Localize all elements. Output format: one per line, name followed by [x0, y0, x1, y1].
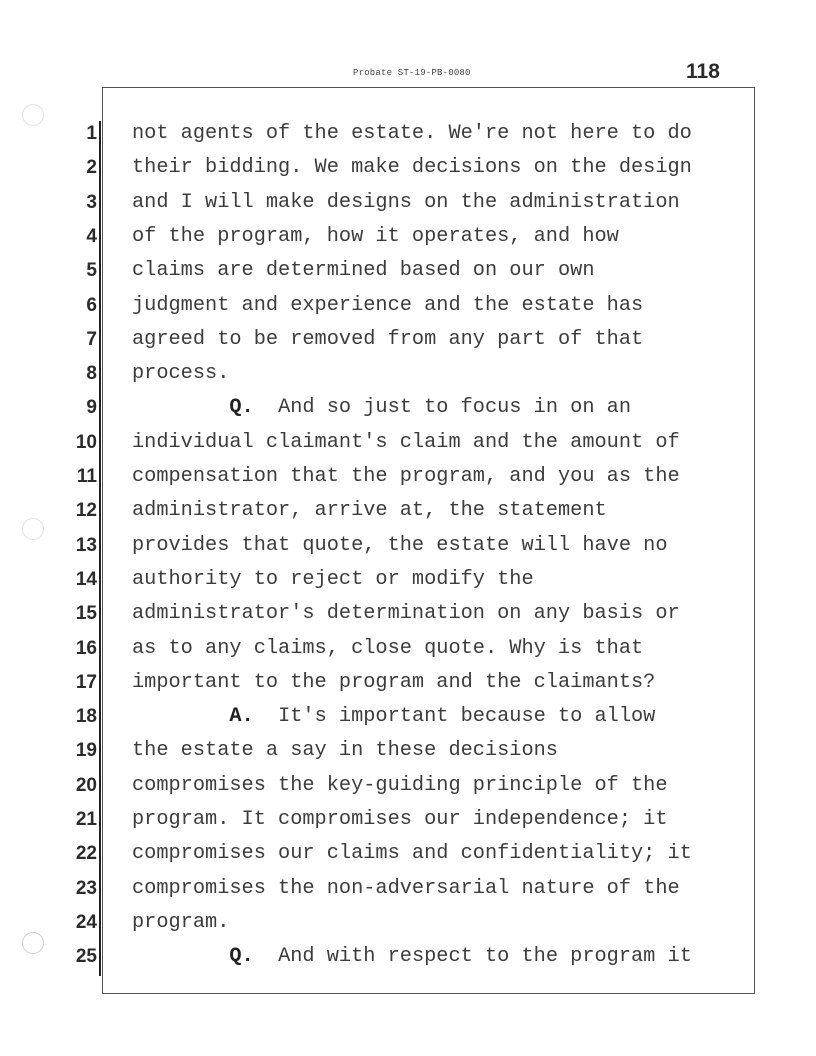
- transcript-line: [132, 632, 752, 666]
- line-text: And with respect to the program it: [278, 945, 692, 968]
- line-text: and I will make designs on the administration: [132, 191, 680, 214]
- line-text: important to the program and the claimants?: [132, 671, 656, 694]
- line-number: 18: [75, 706, 97, 727]
- line-text: And so just to focus in on an: [278, 396, 632, 419]
- line-number: 24: [75, 912, 97, 933]
- transcript-line: [132, 769, 752, 803]
- transcript-line: [132, 323, 752, 357]
- qa-gap: [254, 705, 278, 728]
- line-number: 12: [75, 500, 97, 521]
- line-number: 15: [75, 603, 97, 624]
- line-text: administrator, arrive at, the statement: [132, 499, 607, 522]
- line-text: authority to reject or modify the: [132, 568, 534, 591]
- line-text: the estate a say in these decisions: [132, 739, 558, 762]
- transcript-line: [132, 117, 752, 151]
- case-header: Probate ST-19-PB-0080: [353, 68, 471, 78]
- line-number: 2: [86, 157, 97, 178]
- line-text: administrator's determination on any basis or: [132, 602, 680, 625]
- line-text: It's important because to allow: [278, 705, 656, 728]
- line-text: agreed to be removed from any part of that: [132, 328, 644, 351]
- transcript-line: [132, 254, 752, 288]
- line-number: 3: [86, 192, 97, 213]
- line-number-divider: [99, 121, 101, 976]
- line-number: 5: [86, 260, 97, 281]
- line-number: 19: [75, 740, 97, 761]
- line-text: compromises the key-guiding principle of the: [132, 774, 668, 797]
- transcript-line: [132, 151, 752, 185]
- line-number: 4: [86, 226, 97, 247]
- line-text: not agents of the estate. We're not here to do: [132, 122, 692, 145]
- line-number: 25: [75, 946, 97, 967]
- line-number: 22: [75, 843, 97, 864]
- transcript-line: [132, 357, 752, 391]
- line-text: of the program, how it operates, and how: [132, 225, 619, 248]
- transcript-line: [132, 734, 752, 768]
- line-text: program. It compromises our independence; it: [132, 808, 668, 831]
- line-number: 9: [86, 397, 97, 418]
- line-text: their bidding. We make decisions on the design: [132, 156, 692, 179]
- line-text: claims are determined based on our own: [132, 259, 595, 282]
- qa-indent: [132, 396, 229, 419]
- page-number: 118: [686, 60, 720, 83]
- qa-indent: [132, 705, 229, 728]
- transcript-line: [132, 460, 752, 494]
- hole-punch-top: [22, 104, 44, 126]
- transcript-line: [132, 700, 752, 734]
- line-number: 21: [75, 809, 97, 830]
- hole-punch-bottom: [22, 932, 44, 954]
- transcript-line: [132, 837, 752, 871]
- line-number: 16: [75, 638, 97, 659]
- line-number: 14: [75, 569, 97, 590]
- transcript-line: [132, 529, 752, 563]
- line-number: 11: [76, 466, 97, 487]
- transcript-line: [132, 220, 752, 254]
- qa-marker: A.: [229, 705, 254, 728]
- hole-punch-middle: [22, 518, 44, 540]
- line-text: judgment and experience and the estate has: [132, 294, 644, 317]
- line-text: compensation that the program, and you as the: [132, 465, 680, 488]
- transcript-line: [132, 940, 752, 974]
- transcript-line: [132, 872, 752, 906]
- transcript-line: [132, 289, 752, 323]
- line-number: 8: [86, 363, 97, 384]
- line-text: as to any claims, close quote. Why is that: [132, 637, 644, 660]
- line-text: provides that quote, the estate will have no: [132, 534, 668, 557]
- line-number: 1: [86, 123, 97, 144]
- qa-marker: Q.: [229, 945, 254, 968]
- qa-indent: [132, 945, 229, 968]
- transcript-line: [132, 426, 752, 460]
- line-text: compromises the non-adversarial nature of the: [132, 877, 680, 900]
- line-number: 17: [75, 672, 97, 693]
- line-number: 10: [75, 432, 97, 453]
- transcript-line: [132, 803, 752, 837]
- transcript-line: [132, 906, 752, 940]
- line-text: compromises our claims and confidentiality; it: [132, 842, 692, 865]
- line-number: 13: [75, 535, 97, 556]
- line-number: 7: [86, 329, 97, 350]
- transcript-line: [132, 666, 752, 700]
- line-text: individual claimant's claim and the amount of: [132, 431, 680, 454]
- line-number: 6: [86, 295, 97, 316]
- transcript-line: [132, 186, 752, 220]
- line-text: program.: [132, 911, 230, 934]
- transcript-line: [132, 391, 752, 425]
- qa-gap: [254, 945, 278, 968]
- transcript-line: [132, 563, 752, 597]
- line-text: process.: [132, 362, 230, 385]
- qa-marker: Q.: [229, 396, 254, 419]
- transcript-line: [132, 597, 752, 631]
- line-number: 20: [75, 775, 97, 796]
- qa-gap: [254, 396, 278, 419]
- line-number: 23: [75, 878, 97, 899]
- transcript-line: [132, 494, 752, 528]
